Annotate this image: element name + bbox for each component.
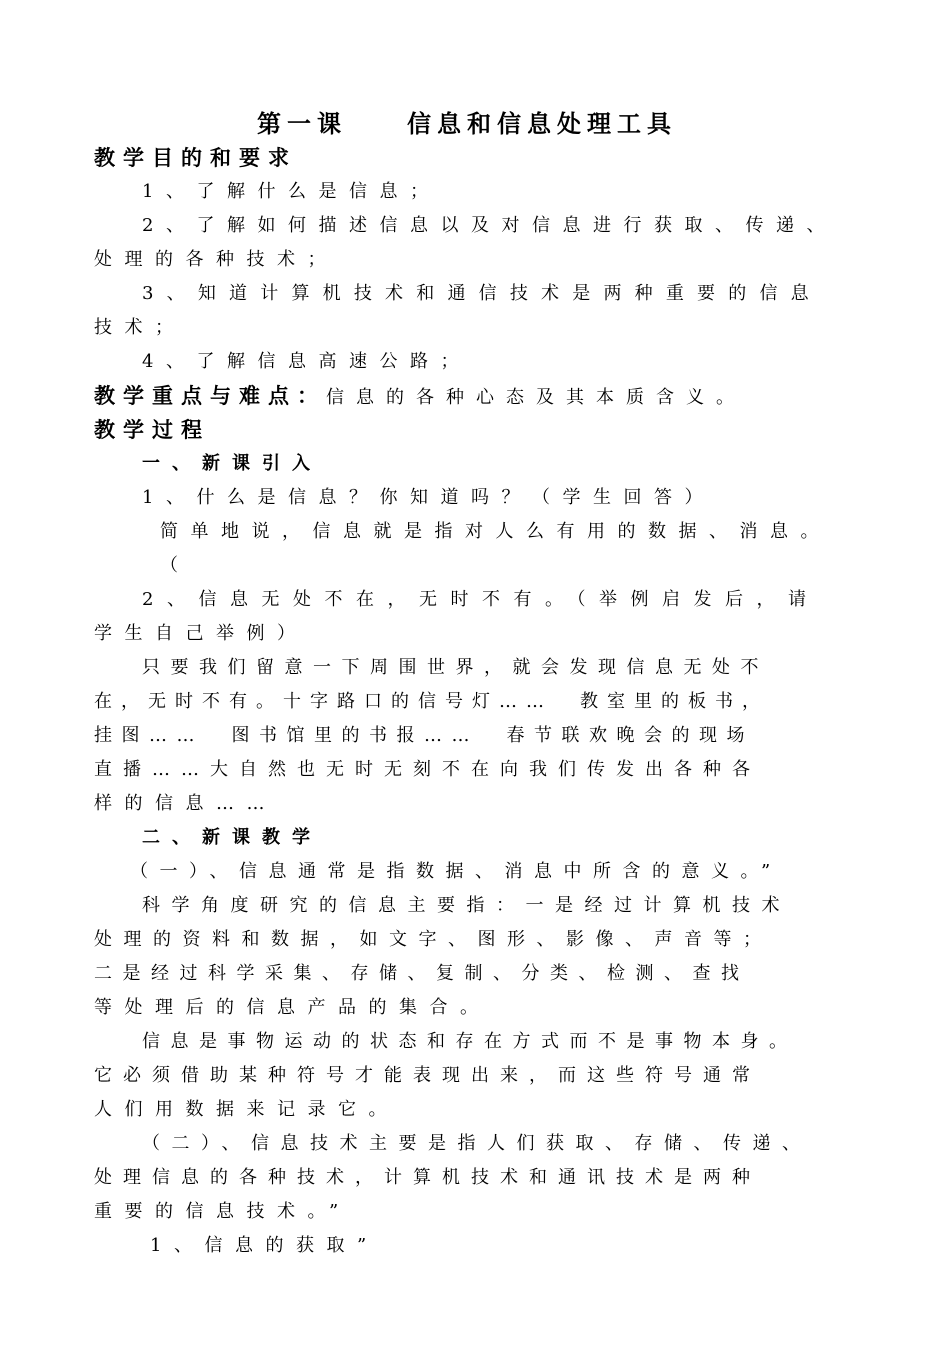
lesson-title: 第一课 信息和信息处理工具 xyxy=(257,109,677,138)
objective-line: 3、知道计算机技术和通信技术是两种重要的信息 xyxy=(142,283,822,304)
body-line: 它必须借助某种符号才能表现出来，而这些符号通常 xyxy=(94,1065,761,1086)
body-line: 1、信息的获取” xyxy=(150,1235,379,1256)
body-line: 重要的信息技术。” xyxy=(94,1201,351,1222)
body-line: 学生自己举例） xyxy=(94,623,308,644)
body-line: 处理的资料和数据，如文字、图形、影像、声音等； xyxy=(94,929,773,950)
body-line: 样的信息…… xyxy=(94,793,277,814)
body-line: 等处理后的信息产品的集合。 xyxy=(94,997,491,1018)
keypoints-label: 教学重点与难点： xyxy=(94,383,326,408)
body-line: 只要我们留意一下周围世界，就会发现信息无处不 xyxy=(142,657,769,678)
body-line: 人们用数据来记录它。 xyxy=(94,1099,399,1120)
body-line: 简单地说，信息就是指对人么有用的数据、消息。 xyxy=(160,521,831,542)
objectives-heading: 教学目的和要求 xyxy=(94,145,297,170)
body-line: 信息是事物运动的状态和存在方式而不是事物本身。 xyxy=(142,1031,798,1052)
body-line: （二）、信息技术主要是指人们获取、存储、传递、 xyxy=(142,1133,812,1154)
process-heading: 教学过程 xyxy=(94,417,210,442)
objective-line: 2、了解如何描述信息以及对信息进行获取、传递、 xyxy=(142,215,837,236)
keypoints-text: 信息的各种心态及其本质含义。 xyxy=(326,387,746,408)
body-line: 2、信息无处不在，无时不有。（举例启发后，请 xyxy=(142,589,820,610)
body-line: 1、什么是信息？你知道吗？（学生回答） xyxy=(142,487,715,508)
objective-line: 1、了解什么是信息； xyxy=(142,181,441,202)
body-line: 挂图…… 图书馆里的书报…… 春节联欢晚会的现场 xyxy=(94,725,754,746)
keypoints-line xyxy=(94,383,746,411)
objective-line: 处理的各种技术； xyxy=(94,249,338,270)
body-line: （一）、信息通常是指数据、消息中所含的意义。” xyxy=(130,861,782,882)
section-heading: 二、新课教学 xyxy=(142,827,322,848)
body-line: 在，无时不有。十字路口的信号灯…… 教室里的板书， xyxy=(94,691,769,712)
body-line: （ xyxy=(160,555,191,576)
body-line: 二是经过科学采集、存储、复制、分类、检测、查找 xyxy=(94,963,750,984)
objective-line: 4、了解信息高速公路； xyxy=(142,351,471,372)
body-line: 直播……大自然也无时无刻不在向我们传发出各种各 xyxy=(94,759,761,780)
body-line: 处理信息的各种技术，计算机技术和通讯技术是两种 xyxy=(94,1167,761,1188)
body-line: 科学角度研究的信息主要指：一是经过计算机技术 xyxy=(142,895,791,916)
section-heading: 一、新课引入 xyxy=(142,453,322,474)
objective-line: 技术； xyxy=(94,317,186,338)
